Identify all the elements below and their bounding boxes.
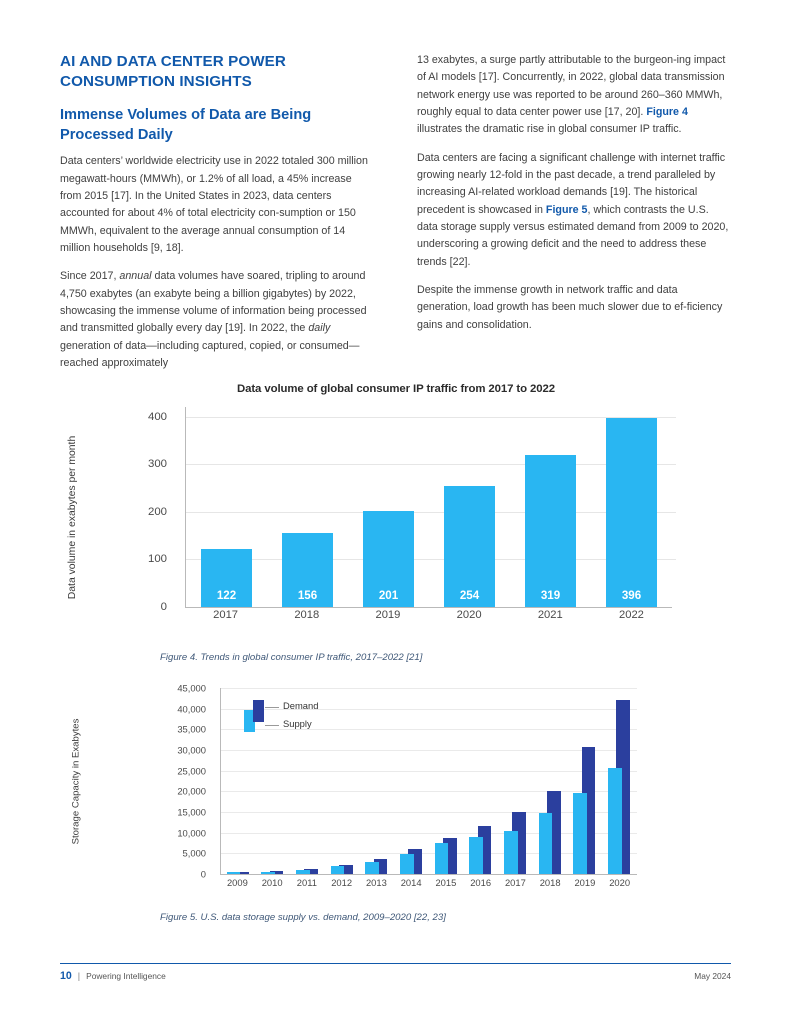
figure-4-reference-link[interactable]: Figure 4: [646, 105, 688, 118]
chart-2-bar-group: [533, 688, 568, 874]
chart-2-x-tick: 2011: [296, 877, 317, 888]
figure-5-caption: Figure 5. U.S. data storage supply vs. demand, 2009–2020 [22, 23]: [160, 912, 446, 923]
footer-date: May 2024: [694, 971, 731, 981]
chart-2: [70, 682, 637, 888]
figure-4: [60, 383, 732, 627]
legend-swatch-demand: [253, 700, 264, 722]
chart-2-y-tick-labels: [140, 682, 212, 880]
chart-2-x-tick: 2012: [331, 877, 353, 888]
chart-1-y-tick: 300: [147, 458, 167, 471]
chart-1-y-tick: 100: [147, 553, 167, 566]
chart-1-bar-cell: [429, 407, 510, 607]
text-run: generation of data—including captured, copied, or consumed—reached approximately: [60, 339, 360, 369]
chart-2-bar-supply[interactable]: [400, 854, 414, 874]
paragraph-right-3: Despite the immense growth in network traffic and data generation, load growth has been much slower due to ef-ficiency gains and consolidation.: [417, 283, 723, 331]
chart-2-bar-supply[interactable]: [435, 843, 449, 874]
chart-1-bar-value: 254: [459, 589, 480, 602]
chart-2-y-tick: 35,000: [177, 723, 206, 735]
chart-1-x-tick: 2018: [294, 609, 320, 621]
page-footer: [60, 963, 731, 982]
chart-1-bar[interactable]: [282, 533, 332, 607]
chart-1-bar-value: 396: [621, 589, 642, 602]
chart-1-bar[interactable]: [201, 549, 251, 607]
chart-1-bar[interactable]: [363, 511, 413, 607]
chart-1-x-tick: 2020: [456, 609, 482, 621]
text-run: , which contrasts the U.S. data storage supply versus estimated demand from 2009 to 2020, underscoring a growing deficit and the need to address these trends [22].: [417, 203, 729, 268]
chart-2-bar-group: [568, 688, 603, 874]
chart-1-bar-value: 156: [297, 589, 318, 602]
figure-5-reference-link[interactable]: Figure 5: [545, 203, 588, 216]
chart-2-bar-supply[interactable]: [573, 793, 587, 874]
chart-2-bar-supply[interactable]: [261, 872, 275, 874]
chart-1-bars: [186, 407, 672, 607]
chart-2-bar-supply[interactable]: [608, 768, 622, 874]
chart-1-y-tick: 400: [147, 410, 167, 423]
chart-1-y-tick: 200: [147, 505, 167, 518]
chart-2-y-tick: 40,000: [177, 703, 206, 715]
chart-2-x-tick: 2020: [609, 877, 631, 888]
chart-2-x-tick: 2010: [261, 877, 283, 888]
chart-2-y-axis-label: Storage Capacity in Exabytes: [70, 718, 82, 844]
chart-2-bar-supply[interactable]: [469, 837, 483, 874]
chart-2-x-tick-labels: [220, 877, 637, 888]
footer-left: [60, 970, 166, 982]
chart-2-bar-group: [602, 688, 637, 874]
text-run: 13 exabytes, a surge partly attributable to the burgeon-ing impact of AI models [17]. Concurrently, in 2022, global data transmission network energy use was reported to be around 260–360 MMWh, roughly equal to data center power use [17, 20].: [417, 54, 726, 118]
chart-2-bar-supply[interactable]: [504, 831, 518, 874]
chart-2-y-tick: 15,000: [177, 806, 206, 818]
legend-leader-line-demand: [265, 707, 279, 708]
chart-2-bar-group: [498, 688, 533, 874]
chart-1-bar-cell: [591, 407, 672, 607]
paragraph-right-1: [417, 52, 731, 139]
chart-1-bar-cell: [267, 407, 348, 607]
chart-1-bar-cell: [186, 407, 267, 607]
paragraph-left-2: [60, 268, 374, 372]
chart-2-y-tick: 30,000: [177, 744, 206, 756]
chart-1-x-tick: 2021: [537, 609, 563, 621]
chart-1-y-axis-label: Data volume in exabytes per month: [67, 435, 79, 599]
figure-5: [60, 682, 732, 888]
chart-2-bar-supply[interactable]: [365, 862, 379, 874]
chart-2-x-tick: 2014: [400, 877, 422, 888]
chart-2-y-tick: 45,000: [177, 682, 206, 694]
figure-4-caption: Figure 4. Trends in global consumer IP traffic, 2017–2022 [21]: [160, 652, 423, 663]
emphasis-annual: annual: [119, 270, 152, 283]
text-run: data volumes have soared, tripling to around 4,750 exabytes (an exabyte being a billion gigabytes) by 2022, showcasing the immense volume of information being processed and transmitted globally every day [19]. In 2022, the: [60, 270, 367, 335]
chart-2-bar-supply[interactable]: [296, 870, 310, 874]
chart-1-bar-cell: [510, 407, 591, 607]
legend-label-demand: Demand: [283, 700, 319, 711]
paragraph-left-1: Data centers’ worldwide electricity use in 2022 totaled 300 million megawatt-hours (MMWh), or 1.2% of all load, a 45% increase from 2015 [17]. In the United States in 2023, data centers accounted for about 4% of total electricity con-sumption or 150 MMWh, equivalent to the average annual consumption of 14 million households [9, 18].: [60, 155, 368, 254]
paragraph-right-2: [417, 150, 731, 271]
footer-page-number: 10: [60, 970, 72, 982]
chart-2-x-tick: 2015: [435, 877, 457, 888]
chart-2-bar-supply[interactable]: [539, 813, 553, 874]
chart-1-x-tick: 2019: [375, 609, 401, 621]
chart-2-bar-supply[interactable]: [227, 872, 241, 874]
chart-1-y-tick-labels: [113, 407, 175, 613]
text-run: Data centers are facing a significant challenge with internet traffic growing nearly 12-fold in the past decade, a trend paralleled by increasing AI-related workload demands [19]. The historical precedent is showcased in: [417, 151, 726, 216]
emphasis-daily: daily: [308, 322, 331, 335]
footer-separator: |: [77, 971, 81, 981]
chart-1-bar-value: 201: [378, 589, 399, 602]
chart-1-plot-area: [185, 407, 672, 608]
section-title: Immense Volumes of Data are Being Processed Daily: [60, 107, 312, 143]
chart-1-bar[interactable]: [444, 486, 494, 607]
legend-label-supply: Supply: [283, 718, 312, 729]
right-column: [417, 52, 731, 372]
chart-2-bar-group: [464, 688, 499, 874]
left-column: [60, 52, 374, 372]
chart-1-bar-value: 122: [216, 589, 237, 602]
chart-1-x-tick: 2022: [619, 609, 644, 621]
chart-2-bar-group: [429, 688, 464, 874]
page-title: AI AND DATA CENTER POWER CONSUMPTION INSIGHTS: [60, 53, 286, 91]
chart-1-bar-value: 319: [540, 589, 561, 602]
chart-2-legend: [243, 698, 373, 740]
chart-2-x-tick: 2016: [470, 877, 492, 888]
chart-1-bar-cell: [348, 407, 429, 607]
chart-2-bar-group: [394, 688, 429, 874]
text-columns: [60, 52, 732, 372]
chart-1-title: Data volume of global consumer IP traffic from 2017 to 2022: [237, 383, 555, 395]
text-run: Since 2017,: [60, 270, 120, 283]
chart-1-x-tick: 2017: [213, 609, 239, 621]
footer-title: Powering Intelligence: [86, 971, 166, 981]
chart-1-x-tick-labels: [185, 609, 672, 621]
chart-2-plot-area: [220, 688, 637, 875]
chart-2-x-tick: 2009: [226, 877, 248, 888]
chart-1-bar[interactable]: [606, 418, 656, 607]
chart-2-y-tick: 20,000: [177, 785, 206, 797]
chart-2-x-tick: 2019: [574, 877, 596, 888]
chart-1-y-tick: 0: [160, 601, 167, 613]
chart-1-bar[interactable]: [525, 455, 575, 607]
chart-1: [67, 407, 672, 627]
legend-leader-line-supply: [265, 725, 279, 726]
chart-2-x-tick: 2018: [539, 877, 561, 888]
chart-2-y-tick: 0: [200, 868, 206, 880]
chart-2-y-tick: 25,000: [177, 765, 206, 777]
chart-2-x-tick: 2013: [365, 877, 387, 888]
text-run: illustrates the dramatic rise in global consumer IP traffic.: [417, 123, 682, 136]
chart-2-x-tick: 2017: [504, 877, 526, 888]
chart-2-y-tick: 5,000: [182, 847, 206, 859]
chart-2-y-tick: 10,000: [177, 827, 206, 839]
chart-2-bar-supply[interactable]: [331, 866, 345, 874]
